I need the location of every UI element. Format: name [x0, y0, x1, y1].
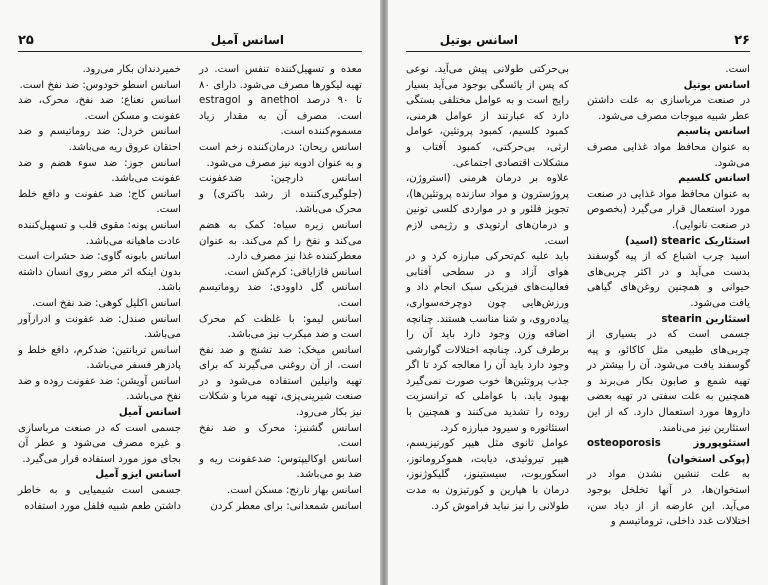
entry-text: است.	[725, 64, 750, 75]
entry-text: اسانس گل داوودی: ضد روماتیسم است.	[199, 282, 362, 309]
running-title: اسانس آمیل	[210, 33, 284, 47]
page-number: ۲۵	[18, 33, 34, 48]
entry-text: در صنعت مربا‌سازی به علت داشتن عطر شبیه میوجات مصرف می‌شود.	[587, 95, 750, 122]
entry-text: علاوه بر درمان هرمنی (استروژن، پروژسترون و مواد سازنده پروتئین‌ها)، تجویز فلئور و در مواردی کلسی تونین و درمان‌های ارتوپدی و رژیمی لازم است.	[406, 173, 569, 247]
entry-text: اسانس جوز: ضد سوء هضم و ضد عفونت می‌باشد.	[18, 157, 181, 185]
text-columns	[18, 62, 362, 579]
entry-text: اسانس لیمو: با غلظت کم محرک است و ضد میکرب نیز می‌باشد.	[199, 313, 362, 341]
entry-heading: استئوپوروز osteoporosis (پوکی استخوان)	[587, 438, 750, 465]
entry-heading: اسانس بوتیل	[683, 79, 750, 91]
entry-text: اسانس اسطو خودوس: ضد نفخ است.	[19, 79, 181, 91]
entry-text: اسانس تربانتین: ضدکرم، دافع خلط و پادزهر فسفر می‌باشد.	[18, 344, 181, 372]
entry-text: جسمی است شیمیایی و به خاطر داشتن طعم شبیه فلفل مورد استفاده	[18, 485, 181, 512]
column-left	[18, 62, 181, 579]
entry-text: اسانس خردل: ضد روماتیسم و ضد احتقان عروق ریه می‌باشد.	[18, 126, 181, 153]
column-right	[199, 62, 362, 579]
entry-text: اسانس اوکالیپتوس: ضدعفونت ریه و ضد بو می‌باشد.	[199, 453, 362, 481]
entry-heading: اسانس کلسیم	[678, 173, 750, 185]
entry-text: بی‌حرکتی طولانی پیش می‌آید. نوعی که پس از یائسگی بوجود می‌آید بسیار رایج است و به عوامل مختلفی بستگی دارد که عبارتند از عوامل هرمنی، کمبود کلسیم، کمبود پروتئین، عوامل ارثی، بی‌حرکتی، کمبود آفتاب و مشکلات اقتصادی اجتماعی.	[406, 64, 569, 169]
entry-text: اسانس پونه: مقوی قلب و تسهیل‌کننده عادت ماهیانه می‌باشد.	[18, 219, 181, 247]
entry-heading: اسانس آمیل	[118, 407, 181, 419]
entry-text: اسانس کاج: ضد عفونت و دافع خلط است.	[18, 188, 181, 216]
column-left	[406, 62, 569, 579]
entry-text: اسانس صندل: ضد عفونت و ادرارآور می‌باشد.	[18, 313, 181, 341]
entry-text: اسانس اکلیل کوهی: ضد نفخ است.	[32, 297, 181, 309]
entry-text: اسانس زیره سیاه: کمک به هضم می‌کند و نفخ را کم می‌کند. به عنوان معطرکننده غذا نیز مصرف دارد.	[199, 219, 362, 263]
entry-heading: اسانس ایزو آمیل	[95, 469, 181, 481]
entry-text: اسانس گشنیز: محرک و ضد نفخ است.	[199, 422, 362, 450]
entry-text: اسانس نعناع: ضد نفخ، محرک، ضد عفونت و مسکن است.	[18, 95, 181, 122]
entry-text: به علت تنشین نشدن مواد در استخوان‌ها، در آنها تخلخل بوجود می‌آید. این عارضه از از دیاد سن، اختلالات غدد داخلی، تروماتیسم و	[587, 469, 750, 528]
entry-text: اسانس میخک: ضد تشنج و ضد نفخ است. از آن روغنی می‌گیرند که برای تهیه وانیلین استفاده می‌شود و در صنعت شیرینی‌پزی، تهیه مربا و شکلات نیز بکار می‌رود.	[199, 344, 362, 419]
page-number: ۲۶	[734, 33, 750, 48]
entry-text: اسانس شمعدانی: برای معطر کردن	[210, 500, 362, 512]
entry-text: اسانس بابونه گاوی: ضد حشرات است بدون اینکه اثر مضر روی انسان داشته باشد.	[18, 251, 181, 294]
book-gutter	[380, 0, 388, 585]
entry-text: به عنوان محافظ مواد غذایی مصرف می‌شود.	[587, 141, 750, 169]
entry-text: اسانس قازایاقی: کرم‌کش است.	[224, 266, 362, 278]
column-right	[587, 62, 750, 579]
entry-text: جسمی است که در صنعت مربا‌سازی و غیره مصرف می‌شود و عطر آن بجای موز مورد استفاده قرار می‌گیرد.	[18, 422, 181, 465]
entry-text: اسانس ریحان: درمان‌کننده زخم است و به عنوان ادویه نیز مصرف می‌شود.	[199, 141, 362, 169]
entry-text: باید علیه کم‌تحرکی مبارزه کرد و در هوای آزاد و در سطحی آفتابی فعالیت‌های فیزیکی سبک انجام داد و ورزش‌هایی چون دوچرخه‌سواری، پیاده‌روی، و شنا مناسب هستند. چنانچه اضافه وزن وجود دارد باید آن را برطرف کرد. چنانچه اختلالات گوارشی وجود دارد باید آن را معالجه کرد تا اگر جذب پروتئین‌ها خوب صورت نمی‌گیرد بهبود یابد. با عواملی که ترانسزیت روده را تشدید می‌کنند و همچنین با استئاتوره و سیرود مبارزه کرد.	[406, 251, 569, 434]
page-header	[18, 33, 362, 52]
page-header	[406, 33, 750, 52]
entry-heading: استئاریک stearic (اسید)	[624, 235, 750, 247]
running-title: اسانس بوتیل	[439, 33, 518, 47]
text-columns	[406, 62, 750, 579]
entry-text: عوامل ثانوی مثل هیپر کورتیزیسم، هیپر تیروئیدی، دیابت، هموکروماتوز، اسکوربوت، سیستینوز، گلیکوژنوز، درمان با هپارین و کورتیزون به مدت طولانی را نیز نباید فراموش کرد.	[406, 438, 569, 512]
entry-text: اسید چرب اشباع که از پیه گوسفند بدست می‌آید و در اکثر چربی‌های حیوانی و همچنین روغن‌های گیاهی یافت می‌شود.	[587, 251, 750, 309]
entry-text: اسانس دارچین: ضدعفونت (جلوگیری‌کننده از رشد باکتری) و محرک می‌باشد.	[199, 173, 362, 216]
left-page	[0, 0, 380, 585]
entry-text: جسمی است که در بسیاری از چربی‌های طبیعی مثل کاکائو، و پیه گوسفند یافت می‌شود. آن را بیشتر در تهیه شمع و صابون بکار می‌برند و همچنین به علت سفتی در تهیه بعضی داروها مورد استعمال دارد. که از این استئارین نیز می‌نامند.	[587, 329, 750, 434]
entry-text: اسانس آویشن: ضد عفونت روده و ضد نفخ می‌باشد.	[18, 375, 181, 403]
entry-text: معده و تسهیل‌کننده تنفس است. در تهیه لیکورها مصرف می‌شود. دارای ۸۰ تا ۹۰ درصد anethol و estragol است. مصرف آن به مقدار زیاد مسموم‌کننده است.	[199, 64, 362, 138]
entry-text: خمیردندان بکار می‌رود.	[82, 64, 181, 75]
entry-heading: اسانس پتاسیم	[676, 126, 750, 138]
entry-text: به عنوان محافظ مواد غذایی در صنعت مورد استعمال قرار می‌گیرد (بخصوص در صنعت نانوایی).	[587, 188, 750, 231]
entry-heading: استئارین stearin	[661, 313, 750, 325]
right-page	[388, 0, 768, 585]
entry-text: اسانس بهار نارنج: مسکن است.	[226, 485, 362, 497]
